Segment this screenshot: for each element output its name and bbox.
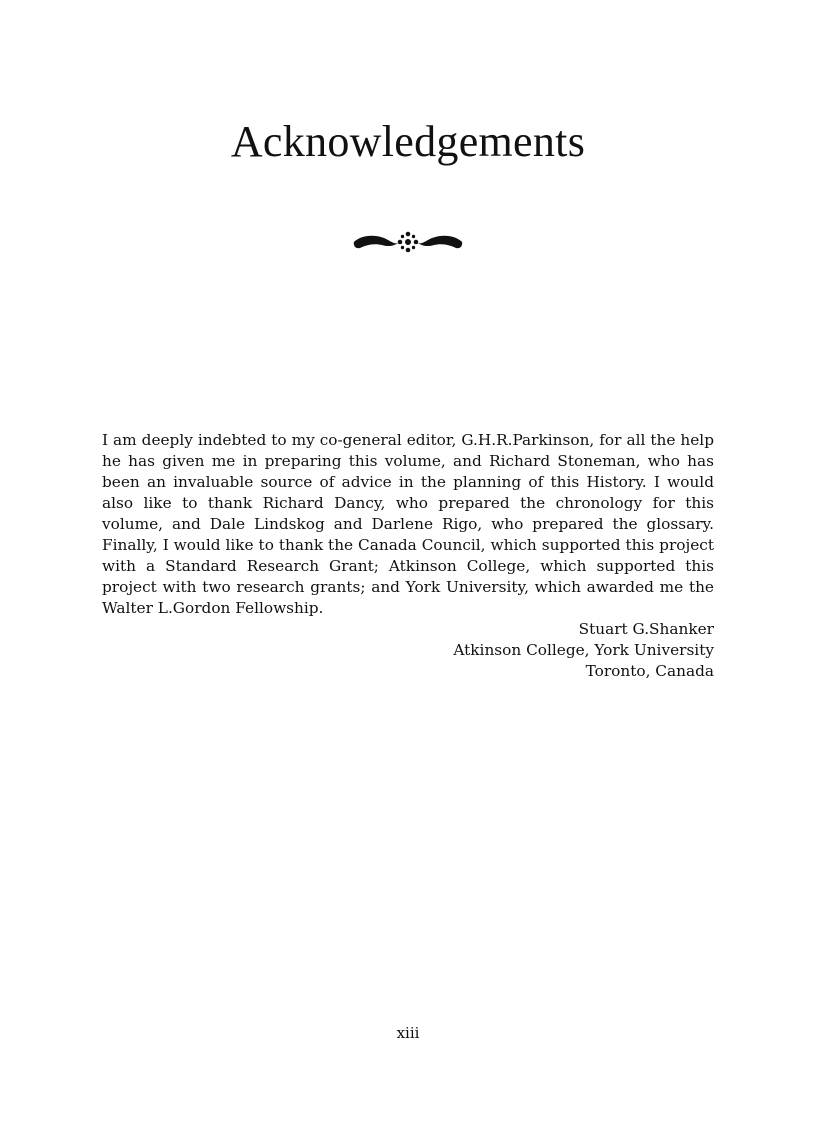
author-location: Toronto, Canada — [585, 662, 714, 680]
page-title: Acknowledgements — [230, 117, 586, 166]
author-name: Stuart G.Shanker — [578, 620, 714, 638]
author-affiliation: Atkinson College, York University — [453, 641, 714, 659]
page-number: xiii — [396, 1024, 420, 1042]
fleuron-divider-icon — [348, 228, 468, 256]
acknowledgement-paragraph: I am deeply indebted to my co-general editor, G.H.R.Parkinson, for all the help he has given me in preparing this volume, and Richard Stoneman, who has been an invaluable source of advice in the planning of this History. I would also like to thank Richard Dancy, who prepared the chronology for this volume, and Dale Lindskog and Darlene Rigo, who prepared the glossary. Finally, I would like to thank the Canada Council, which supported this project with a Standard Research Grant; Atkinson College, which supported this project with two research grants; and York University, which awarded me the Walter L.Gordon Fellowship. — [102, 431, 714, 617]
signature-block — [102, 619, 714, 682]
